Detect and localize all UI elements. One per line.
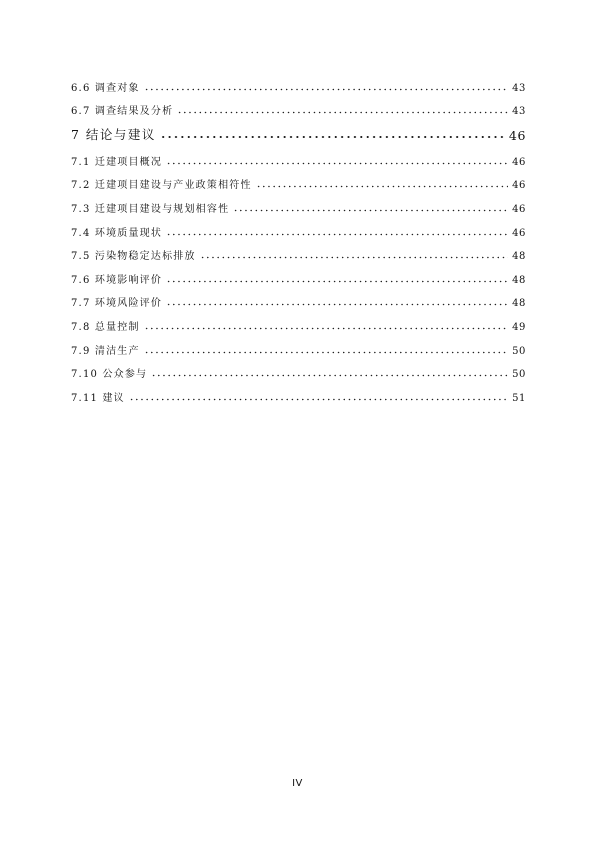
- toc-dot-leader: [144, 344, 508, 354]
- toc-entry-7-6[interactable]: [71, 262, 526, 286]
- toc-entry-page: 51: [512, 392, 526, 404]
- toc-entry-page: 43: [512, 106, 526, 118]
- toc-entry-label: 7.3 迁建项目建设与规划相容性: [71, 203, 230, 215]
- toc-entry-7-2[interactable]: [71, 168, 526, 192]
- toc-entry-7-8[interactable]: [71, 309, 526, 333]
- toc-dot-leader: [166, 273, 508, 283]
- toc-entry-7-3[interactable]: [71, 191, 526, 215]
- toc-entry-label: 7.7 环境风险评价: [71, 298, 163, 310]
- toc-chapter-page: 46: [508, 128, 526, 144]
- toc-dot-leader: [166, 226, 508, 236]
- toc-entry-7-9[interactable]: [71, 333, 526, 357]
- toc-entry-label: 6.6 调查对象: [71, 82, 140, 94]
- toc-entry-7-5[interactable]: [71, 239, 526, 263]
- toc-entry-page: 50: [512, 345, 526, 357]
- toc-dot-leader: [166, 296, 508, 306]
- toc-chapter-7[interactable]: [71, 117, 526, 144]
- toc-entry-label: 7.11 建议: [71, 392, 125, 404]
- toc-entry-page: 50: [512, 369, 526, 381]
- toc-entry-7-1[interactable]: [71, 144, 526, 168]
- toc-entry-7-10[interactable]: [71, 357, 526, 381]
- toc-entry-page: 43: [512, 82, 526, 94]
- toc-entry-label: 7.2 迁建项目建设与产业政策相符性: [71, 180, 252, 192]
- toc-entry-label: 7.10 公众参与: [71, 369, 148, 381]
- toc-entry-label: 7.4 环境质量现状: [71, 227, 163, 239]
- toc-entry-6-7[interactable]: [71, 94, 526, 118]
- toc-entry-label: 7.9 清洁生产: [71, 345, 140, 357]
- toc-dot-leader: [129, 391, 508, 401]
- toc-entry-page: 48: [512, 298, 526, 310]
- toc-entry-6-6[interactable]: [71, 70, 526, 94]
- table-of-contents: [71, 70, 526, 404]
- toc-entry-page: 46: [512, 180, 526, 192]
- toc-entry-page: 46: [512, 203, 526, 215]
- toc-entry-7-11[interactable]: [71, 380, 526, 404]
- toc-entry-label: 7.6 环境影响评价: [71, 274, 163, 286]
- toc-dot-leader: [151, 367, 508, 377]
- toc-entry-page: 46: [512, 227, 526, 239]
- toc-dot-leader: [256, 178, 508, 188]
- toc-dot-leader: [166, 155, 508, 165]
- toc-entry-label: 6.7 调查结果及分析: [71, 106, 174, 118]
- toc-entry-label: 7.5 污染物稳定达标排放: [71, 251, 196, 263]
- toc-dot-leader: [144, 81, 508, 91]
- toc-entry-7-7[interactable]: [71, 286, 526, 310]
- toc-entry-page: 48: [512, 274, 526, 286]
- toc-entry-page: 49: [512, 321, 526, 333]
- toc-entry-label: 7.8 总量控制: [71, 321, 140, 333]
- toc-dot-leader: [177, 104, 508, 114]
- page-number: IV: [292, 778, 303, 789]
- toc-dot-leader: [144, 320, 508, 330]
- toc-entry-page: 46: [512, 156, 526, 168]
- toc-dot-leader: [160, 129, 505, 139]
- toc-dot-leader: [200, 249, 508, 259]
- toc-chapter-label: 7 结论与建议: [71, 127, 156, 143]
- toc-entry-label: 7.1 迁建项目概况: [71, 156, 163, 168]
- toc-dot-leader: [233, 202, 508, 212]
- toc-entry-page: 48: [512, 251, 526, 263]
- toc-entry-7-4[interactable]: [71, 215, 526, 239]
